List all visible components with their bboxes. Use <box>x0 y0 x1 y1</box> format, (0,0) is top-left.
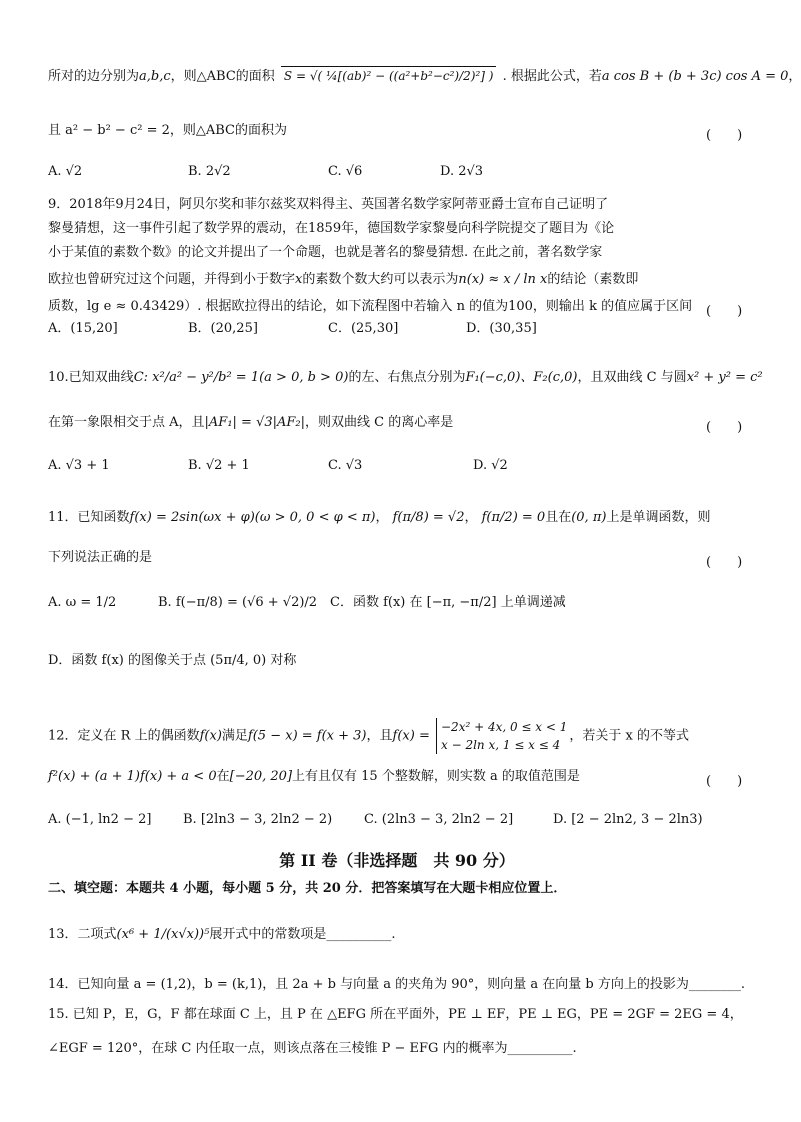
q10-answer-paren: ( ) <box>706 420 743 435</box>
q12-text: ，且 <box>366 728 393 744</box>
q8-text: 所对的边分别为 <box>48 69 140 84</box>
q11-option-c: C．函数 f(x) 在 [−π, −π/2] 上单调递减 <box>330 595 566 610</box>
q10-hyperbola: C: x²/a² − y²/b² = 1(a > 0, b > 0) <box>133 370 349 385</box>
q12-option-d: D. [2 − 2ln2, 3 − 2ln3) <box>553 812 703 827</box>
q13-text: 13．二项式 <box>48 927 117 942</box>
q11-cond2: f(π/2) = 0 <box>481 510 546 525</box>
q15-text: ∠EGF = 120°，在球 C 内任取一点，则该点落在三棱锥 P − EFG 内的概率为 <box>48 1041 508 1056</box>
q11-text: 且在 <box>545 510 572 525</box>
q8-area-formula: S = √( ¼[(ab)² − ((a²+b²−c²)/2)²] ) <box>281 66 497 85</box>
q12-range: [−20, 20] <box>229 769 293 784</box>
q12-piecewise <box>436 718 567 754</box>
q12-text: 12．定义在 R 上的偶函数 <box>48 728 200 744</box>
q10-relation: |AF₁| = √3|AF₂| <box>204 415 306 430</box>
q12-symmetry: f(5 − x) = f(x + 3) <box>247 728 367 744</box>
q12-answer-paren: ( ) <box>706 774 743 789</box>
q10-option-c: C. √3 <box>328 458 363 473</box>
q12-text: 满足 <box>221 728 248 744</box>
q12-fx: f(x) <box>199 728 222 744</box>
q10-text: ，且双曲线 C 与圆 <box>577 370 687 385</box>
q10-option-a: A. √3 + 1 <box>48 458 110 473</box>
q10-text: 的左、右焦点分别为 <box>348 370 466 385</box>
q11-text: 上是单调函数，则 <box>606 510 711 525</box>
q10-circle: x² + y² = c² <box>686 370 763 385</box>
q9-text: 欧拉也曾研究过这个问题，并得到小于数字 <box>48 272 296 287</box>
q8-option-d: D. 2√3 <box>440 164 484 179</box>
q12-option-c: C. (2ln3 − 3, 2ln2 − 2] <box>364 812 514 827</box>
q12-text: 在 <box>216 769 230 784</box>
q12-piece1: −2x² + 4x, 0 ≤ x < 1 <box>441 720 568 734</box>
q12-option-a: A. (−1, ln2 − 2] <box>48 812 152 827</box>
q9-option-c: C．(25,30] <box>328 321 399 336</box>
q11-line1: 11．已知函数f(x) = 2sin(ωx + φ)(ω > 0, 0 < φ < π)， f(π/8) = √2， f(π/2) = 0且在(0, π)上是单调函数，则 <box>48 510 711 525</box>
q8-vars: a,b,c <box>139 69 171 84</box>
q8-text: 且 a² − b² − c² = 2，则△ABC的面积为 <box>48 123 287 138</box>
q14-answer-blank[interactable]: ________. <box>688 977 746 992</box>
q12-text: 上有且仅有 15 个整数解，则实数 a 的取值范围是 <box>292 769 580 784</box>
q11-func: f(x) = 2sin(ωx + φ)(ω > 0, 0 < φ < π) <box>129 510 376 525</box>
q9-line3: 小于某值的素数个数》的论文并提出了一个命题，也就是著名的黎曼猜想. 在此之前，著名数学家 <box>48 245 603 260</box>
q10-line1 <box>48 370 763 385</box>
q10-text: ，则双曲线 C 的离心率是 <box>305 415 454 430</box>
q9-line4 <box>48 273 754 286</box>
q11-option-a: A. ω = 1/2 <box>48 595 117 610</box>
q11-answer-paren: ( ) <box>706 555 743 570</box>
q13-text: 展开式中的常数项是 <box>209 927 327 942</box>
q9-option-b: B．(20,25] <box>188 321 258 336</box>
q15-line1: 15. 已知 P，E，G，F 都在球面 C 上，且 P 在 △EFG 所在平面外，PE ⊥ EF，PE ⊥ EG，PE = 2GF = 2EG = 4， <box>48 1007 743 1022</box>
q9-answer-paren: ( ) <box>706 304 743 319</box>
q9-line5: 质数，lg e ≈ 0.43429）. 根据欧拉得出的结论，如下流程图中若输入 n 的值为100，则输出 k 的值应属于区间 <box>48 299 693 314</box>
q12-inequality: f²(x) + (a + 1)f(x) + a < 0 <box>48 769 217 784</box>
q11-text: 11．已知函数 <box>48 510 130 525</box>
q10-foci: F₁(−c,0)、F₂(c,0) <box>465 370 578 385</box>
q8-line1: 所对的边分别为a,b,c，则△ABC的面积 S = √( ¼[(ab)² − ((a²+b²−c²)/2)²] ) . 根据此公式，若a cos B + (b + 3c) cos A = 0， <box>48 70 754 83</box>
q11-interval: (0, π) <box>571 510 607 525</box>
q12-line2 <box>48 770 754 783</box>
q11-cond1: f(π/8) = √2 <box>392 510 465 525</box>
q10-option-b: B. √2 + 1 <box>188 458 250 473</box>
q8-option-b: B. 2√2 <box>188 164 231 179</box>
q12-fx: f(x) <box>392 728 415 744</box>
q11-option-d: D．函数 f(x) 的图像关于点 (5π/4, 0) 对称 <box>48 653 297 668</box>
q15-answer-blank[interactable]: __________. <box>507 1041 577 1056</box>
q9-formula: n(x) ≈ x / ln x <box>458 272 548 287</box>
q12-piece2: x − 2ln x, 1 ≤ x ≤ 4 <box>441 738 561 752</box>
q8-text: . 根据此公式，若 <box>502 69 602 84</box>
q9-text: 的素数个数大约可以表示为 <box>302 272 459 287</box>
q8-condition: a cos B + (b + 3c) cos A = 0 <box>601 69 789 84</box>
q8-text: ，则△ABC的面积 <box>170 69 275 84</box>
q13-line <box>48 928 754 941</box>
q10-text: 在第一象限相交于点 A，且 <box>48 415 205 430</box>
q9-line2: 黎曼猜想，这一事件引起了数学界的震动，在1859年，德国数学家黎曼向科学院提交了题目为《论 <box>48 221 615 236</box>
q12-option-b: B. [2ln3 − 3, 2ln2 − 2) <box>183 812 333 827</box>
q9-line1: 9．2018年9月24日，阿贝尔奖和菲尔兹奖双料得主、英国著名数学家阿蒂亚爵士宣布自己证明了 <box>48 197 609 212</box>
q9-text: 的结论（素数即 <box>547 272 639 287</box>
q14-text: 14．已知向量 a = (1,2)，b = (k,1)，且 2a + b 与向量 a 的夹角为 90°，则向量 a 在向量 b 方向上的投影为 <box>48 977 689 992</box>
section-title: 第 II 卷（非选择题 共 90 分） <box>279 851 515 870</box>
q13-answer-blank[interactable]: __________. <box>326 927 396 942</box>
q9-option-d: D．(30,35] <box>466 321 537 336</box>
q8-option-a: A. √2 <box>48 164 83 179</box>
q9-option-a: A．(15,20] <box>48 321 118 336</box>
q15-line2 <box>48 1042 754 1055</box>
q10-line2 <box>48 416 754 429</box>
q8-option-c: C. √6 <box>328 164 363 179</box>
q14-line <box>48 978 754 991</box>
q10-option-d: D. √2 <box>473 458 508 473</box>
section-instruction: 二、填空题：本题共 4 小题，每小题 5 分，共 20 分．把答案填写在大题卡相应位置上． <box>48 881 567 896</box>
q12-text: ，若关于 x 的不等式 <box>569 728 689 744</box>
q8-line2 <box>48 124 754 137</box>
q9-var-x: x <box>295 272 303 287</box>
q11-line2: 下列说法正确的是 <box>48 550 153 565</box>
q11-option-b: B. f(−π/8) = (√6 + √2)/2 <box>158 595 318 610</box>
q12-line1: 12．定义在 R 上的偶函数f(x)满足f(5 − x) = f(x + 3)，且f(x) = −2x² + 4x, 0 ≤ x < 1 x − 2ln x, 1 ≤ x ≤ 4 ，若关于 x 的不等式 <box>48 720 689 752</box>
q8-answer-paren: ( ) <box>706 128 743 143</box>
q13-expression: (x⁶ + 1/(x√x))⁵ <box>116 927 210 942</box>
q10-text: 10.已知双曲线 <box>48 370 134 385</box>
